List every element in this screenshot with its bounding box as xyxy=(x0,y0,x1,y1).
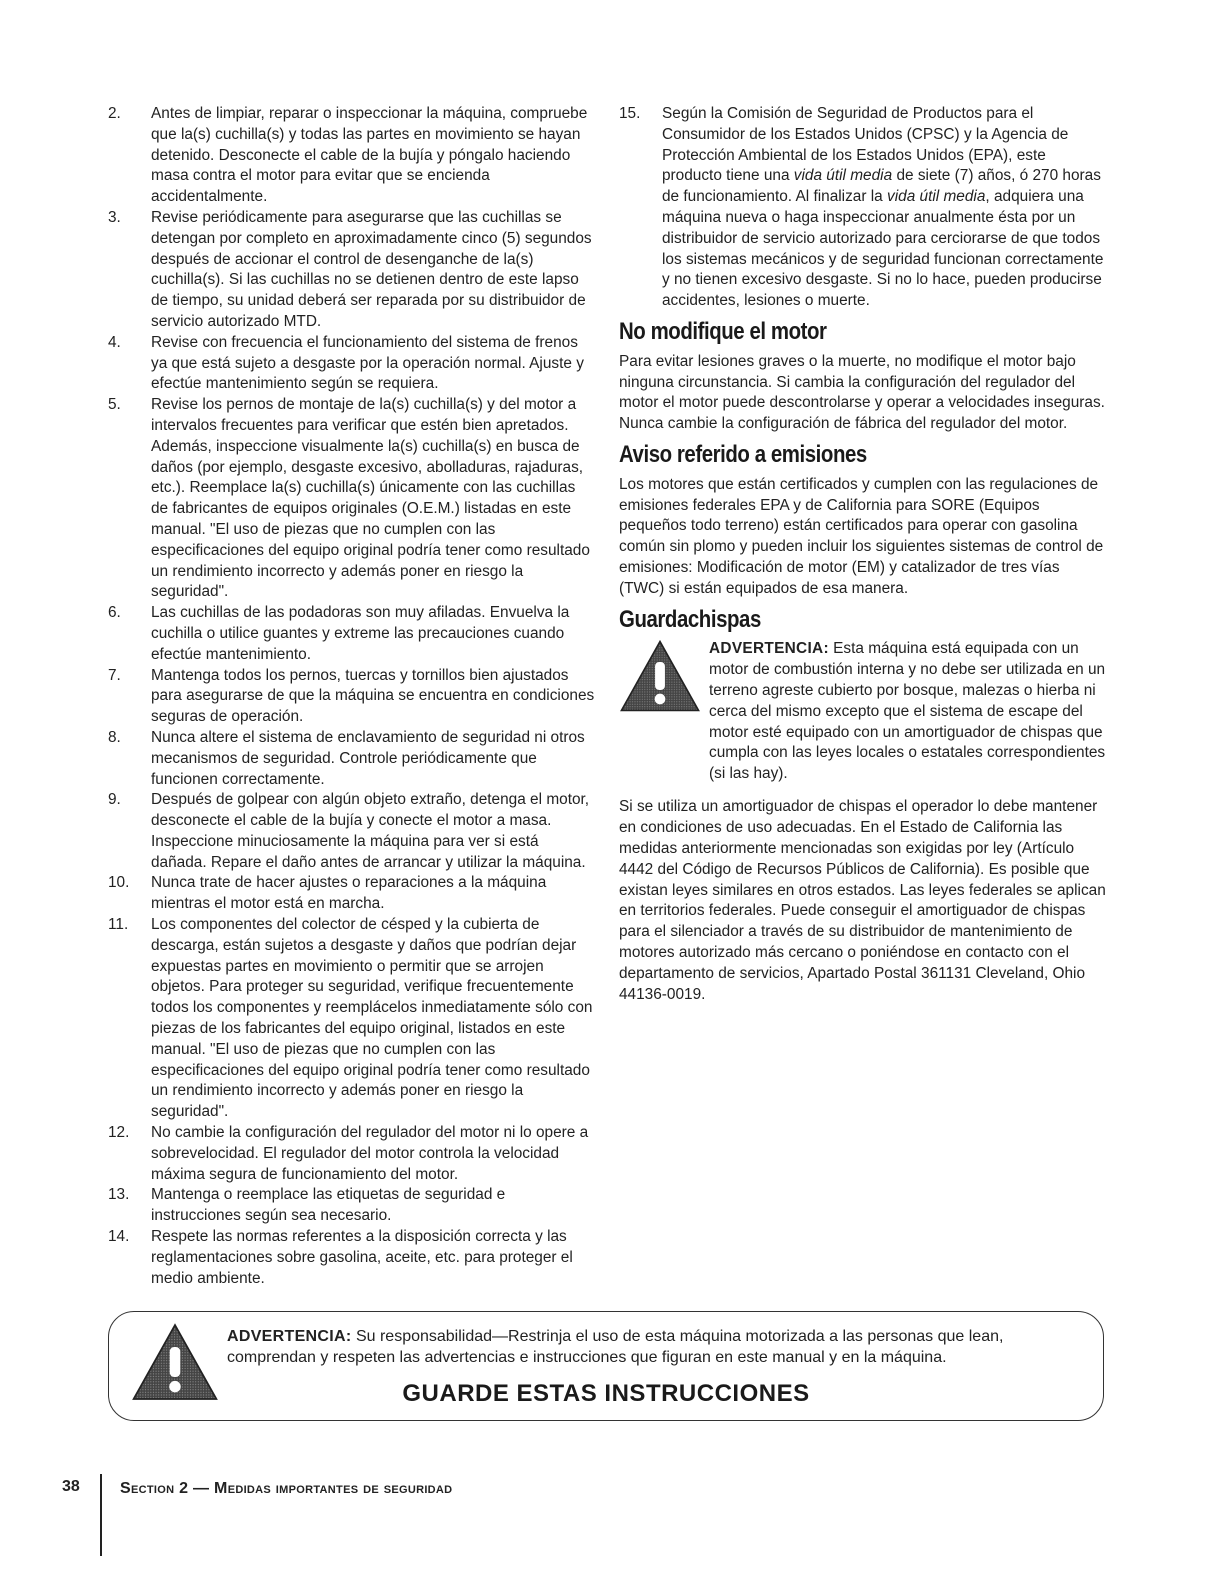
list-item xyxy=(108,1185,596,1227)
list-item xyxy=(108,333,596,395)
list-item xyxy=(619,104,1108,312)
item15-text-3: , adquiera una máquina nueva o haga inspeccionar anualmente ésta por un distribuidor de servicio autorizado para cerciorarse de que todos los sistemas mecánicos y de seguridad funcionan correctamente y no tienen excesivo desgaste. Si no lo hace, pueden producirse accidentes, lesiones o muerte. xyxy=(662,188,1104,310)
footer-section-title: Section 2 — Medidas importantes de seguridad xyxy=(120,1480,453,1497)
motor-paragraph: Para evitar lesiones graves o la muerte, no modifique el motor bajo ninguna circunstancia. Si cambia la configuración del regulador del motor el motor puede descontrolarse y operar a velocidades inseguras. Nunca cambie la configuración de fábrica del regulador del motor. xyxy=(619,352,1105,433)
list-item-text: Mantenga o reemplace las etiquetas de seguridad e instrucciones según sea necesario. xyxy=(151,1186,506,1225)
list-item-number: 7. xyxy=(108,666,121,684)
page-number: 38 xyxy=(62,1478,80,1495)
right-column xyxy=(619,104,1108,1005)
item15-emphasis-2: vida útil media xyxy=(887,188,986,206)
guardachispas-paragraph: Si se utiliza un amortiguador de chispas el operador lo debe mantener en condiciones de uso adecuadas. En el Estado de California las medidas anteriormente mencionadas son exigidas por ley (Artículo 4442 del Código de Recursos Públicos de California). Es posible que existan leyes similares en otros estados. Las leyes federales se aplican en territorios federales. Puede conseguir el amortiguador de chispas para el silenciador a través de su distribuidor de mantenimiento de motores autorizado más cercano o poniéndose en contacto con el departamento de servicios, Apartado Postal 361131 Cleveland, Ohio 44136-0019. xyxy=(619,798,1106,1003)
warning-text: Esta máquina está equipada con un motor de combustión interna y no debe ser utilizada en un terreno agreste cubierto por bosque, malezas o hierba ni cerca del mismo excepto que el sistema de escape del motor esté equipado con un amortiguador de chispas que cumpla con las leyes locales o estatales correspondientes (si las hay). xyxy=(709,640,1106,783)
list-item-number: 8. xyxy=(108,728,121,746)
bottom-warning-text xyxy=(227,1326,1087,1368)
guarde-instrucciones-title: GUARDE ESTAS INSTRUCCIONES xyxy=(402,1380,810,1407)
list-item-number: 2. xyxy=(108,105,121,122)
list-item xyxy=(108,666,596,728)
list-item xyxy=(108,1123,596,1185)
item15-text-1: Según la Comisión de Seguridad de Productos para el Consumidor de los Estados Unidos (CPSC) y la Agencia de Protección Ambiental de los Estados Unidos (EPA), este producto tiene una xyxy=(662,105,1069,185)
warning-label: ADVERTENCIA: xyxy=(227,1328,352,1345)
list-item-number: 6. xyxy=(108,604,121,622)
list-item-number: 14. xyxy=(108,1228,130,1246)
list-item-number: 4. xyxy=(108,333,121,351)
list-item-text: Revise con frecuencia el funcionamiento del sistema de frenos ya que está sujeto a desgaste por la operación normal. Ajuste y efectúe mantenimiento según se requiera. xyxy=(151,333,584,393)
warning-text: Su responsabilidad—Restrinja el uso de esta máquina motorizada a las personas que lean, comprendan y respeten las advertencias e instrucciones que figuran en este manual y en la máquina. xyxy=(227,1328,1004,1366)
list-item xyxy=(108,395,596,603)
list-item-text: No cambie la configuración del regulador del motor ni lo opere a sobrevelocidad. El regulador del motor controla la velocidad máxima segura de funcionamiento del motor. xyxy=(151,1124,589,1183)
list-item xyxy=(108,208,596,333)
list-item-text: Revise periódicamente para asegurarse que las cuchillas se detengan por completo en aproximadamente cinco (5) segundos después de accionar el control de desenganche de la(s) cuchilla(s). Si las cuchillas no se detienen dentro de este lapso de tiempo, su unidad deberá ser reparada por su distribuidor de servicio autorizado MTD. xyxy=(151,208,592,330)
list-item-number: 12. xyxy=(108,1124,130,1142)
list-item-number: 13. xyxy=(108,1186,130,1204)
list-item-text: Los componentes del colector de césped y la cubierta de descarga, están sujetos a desgaste y daños que podrían dejar expuestas partes en movimiento o permitir que se arrojen objetos. Para proteger su seguridad, verifique frecuentemente todos los componentes y reemplácelos inmediatamente sólo con piezas de los fabricantes del equipo original, listados en este manual. "El uso de piezas que no cumplen con las especificaciones del equipo original podría tener como resultado un rendimiento incorrecto y además poner en riesgo la seguridad". xyxy=(151,916,593,1121)
list-item-text: Antes de limpiar, reparar o inspeccionar la máquina, compruebe que la(s) cuchilla(s) y todas las partes en movimiento se hayan detenido. Desconecte el cable de la bujía y póngalo haciendo masa contra el motor para evitar que se encienda accidentalmente. xyxy=(151,105,588,206)
list-item-text: Mantenga todos los pernos, tuercas y tornillos bien ajustados para asegurarse de que la máquina se encuentra en condiciones seguras de operación. xyxy=(151,666,595,726)
list-item xyxy=(108,603,596,665)
list-item-number: 3. xyxy=(108,208,121,226)
list-item-number: 15. xyxy=(619,105,641,122)
item15-emphasis-1: vida útil media xyxy=(793,167,893,185)
list-item xyxy=(108,915,596,1123)
list-item xyxy=(108,790,596,873)
list-item-number: 10. xyxy=(108,874,130,892)
left-column xyxy=(108,104,596,1289)
list-item-text: Nunca trate de hacer ajustes o reparaciones a la máquina mientras el motor está en marcha. xyxy=(151,874,547,913)
list-item-number: 11. xyxy=(108,916,129,934)
footer-divider xyxy=(100,1474,102,1556)
heading-aviso-emisiones: Aviso referido a emisiones xyxy=(619,440,867,468)
list-item-text: Revise los pernos de montaje de la(s) cuchilla(s) y del motor a intervalos frecuentes para verificar que estén bien apretados. Además, inspeccione visualmente la(s) cuchilla(s) en busca de daños (por ejemplo, desgaste excesivo, abolladuras, rajaduras, etc.). Reemplace la(s) cuchilla(s) únicamente con las cuchillas de fabricantes de equipos originales (O.E.M.) listadas en este manual. "El uso de piezas que no cumplen con las especificaciones del equipo original podría tener como resultado un rendimiento incorrecto y además poner en riesgo la seguridad". xyxy=(151,396,590,601)
guardachispas-warning xyxy=(619,639,1108,789)
list-item-text: Las cuchillas de las podadoras son muy afiladas. Envuelva la cuchilla o utilice guantes y extreme las precauciones cuando efectúe mantenimiento. xyxy=(151,604,570,663)
emisiones-paragraph: Los motores que están certificados y cumplen con las regulaciones de emisiones federales EPA y de California para SORE (Equipos pequeños todo terreno) están certificados para operar con gasolina común sin plomo y pueden incluir los siguientes sistemas de control de emisiones: Modificación de motor (EM) y catalizador de tres vías (TWC) si están equipados de esa manera. xyxy=(619,475,1104,597)
heading-no-modifique-motor: No modifique el motor xyxy=(619,317,827,345)
list-item xyxy=(108,104,596,208)
item15-text-2: de siete (7) años, ó 270 horas de funcionamiento. Al finalizar la xyxy=(662,167,1101,206)
warning-label: ADVERTENCIA: xyxy=(709,640,829,658)
heading-guardachispas: Guardachispas xyxy=(619,605,761,633)
list-item-number: 5. xyxy=(108,396,121,414)
list-item-text: Nunca altere el sistema de enclavamiento de seguridad ni otros mecanismos de seguridad. Controle periódicamente que funcionen correctamente. xyxy=(151,728,585,788)
list-item-text: Respete las normas referentes a la disposición correcta y las reglamentaciones sobre gasolina, aceite, etc. para proteger el medio ambiente. xyxy=(151,1228,573,1287)
list-item xyxy=(108,1227,596,1289)
list-item xyxy=(108,728,596,790)
warning-triangle-icon xyxy=(619,639,701,713)
list-item-number: 9. xyxy=(108,791,121,809)
list-item xyxy=(108,873,596,915)
bottom-warning-box xyxy=(108,1311,1104,1421)
list-item-text: Después de golpear con algún objeto extraño, detenga el motor, desconecte el cable de la bujía y conecte el motor a masa. Inspeccione minuciosamente la máquina para ver si está dañada. Repare el daño antes de arrancar y utilizar la máquina. xyxy=(151,791,590,871)
